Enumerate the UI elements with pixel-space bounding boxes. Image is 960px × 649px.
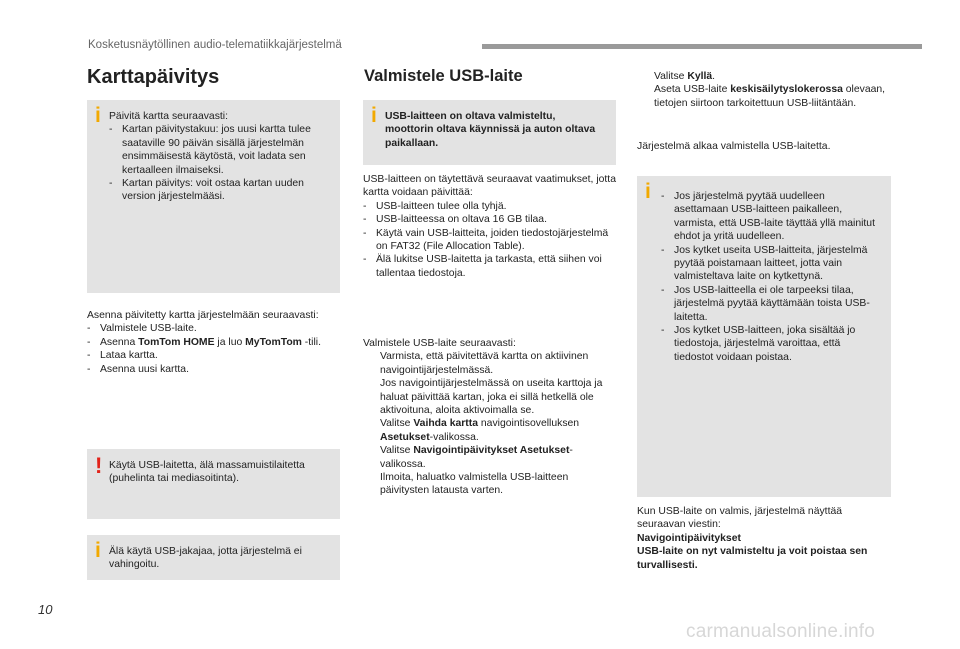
- list-item: - Jos USB-laitteella ei ole tarpeeksi tilaa, järjestelmä pyytää käyttämään toista USB-laitetta.: [661, 284, 870, 323]
- list-item: - Asenna uusi kartta.: [87, 363, 189, 375]
- list-item: - Jos kytket useita USB-laitteita, järjestelmä pyytää poistamaan laitteet, jotta vain valmisteltava laite on kytkettynä.: [661, 244, 868, 283]
- usb-insert-steps: [637, 70, 891, 110]
- ready-message: Kun USB-laite on valmis, järjestelmä näyttää seuraavan viestin: Navigointipäivitykset USB-laite on nyt valmisteltu ja voit poistaa sen turvallisesti.: [637, 506, 868, 571]
- warning-note-usb: ! Käytä USB-laitetta, älä massamuistilaitetta (puhelinta tai mediasoitinta).: [87, 449, 340, 519]
- preparing-text: Järjestelmä alkaa valmistella USB-laitetta.: [637, 141, 831, 152]
- list-item: - Kartan päivitystakuu: jos uusi kartta tulee saataville 90 päivän sisällä järjestelmän ensimmäisestä käytöstä, voit ladata sen kertaalleen ilmaiseksi.: [109, 124, 311, 176]
- list-item: Aseta USB-laite keskisäilytyslokerossa olevaan, tietojen siirtoon tarkoitettuun USB-liitäntään.: [654, 84, 886, 109]
- list-item: - Valmistele USB-laite.: [87, 323, 197, 335]
- list-item: - Käytä vain USB-laitteita, joiden tiedostojärjestelmä on FAT32 (File Allocation Table).: [363, 227, 609, 253]
- list-item: - Jos kytket USB-laitteen, joka sisältää jo tiedostoja, järjestelmä varoittaa, että tiedostot voidaan poistaa.: [661, 325, 856, 363]
- list-item: - Lataa kartta.: [87, 350, 158, 362]
- list-item: - Asenna TomTom HOME ja luo MyTomTom -tili.: [87, 336, 321, 348]
- info-icon: i: [95, 539, 101, 562]
- list-item: - USB-laitteessa on oltava 16 GB tilaa.: [363, 214, 547, 226]
- info-icon: i: [645, 180, 651, 203]
- list-item: - Kartan päivitys: voit ostaa kartan uuden version järjestelmääsi.: [109, 178, 304, 203]
- install-instructions: Asenna päivitetty kartta järjestelmään seuraavasti: - Valmistele USB-laite. - Asenna TomTom HOME ja luo MyTomTom -tili. - Lataa kartta. - Asenna uusi kartta.: [87, 309, 340, 376]
- header-divider: [482, 44, 922, 49]
- section-title-map-update: Karttapäivitys: [87, 66, 220, 88]
- usb-requirements: USB-laitteen on täytettävä seuraavat vaatimukset, jotta kartta voidaan päivittää: - USB-laitteen tulee olla tyhjä. - USB-laitteessa on oltava 16 GB tilaa. - Käytä vain USB-laitteita, joiden tiedostojärjestelmä on FAT32 (File Allocation Table). - Älä lukitse USB-laitetta ja tarkasta, että siihen voi tallentaa tiedostoja.: [363, 174, 616, 279]
- info-note-usb-preparation: i USB-laitteen on oltava valmisteltu, moottorin oltava käynnissä ja auton oltava paikallaan.: [363, 100, 616, 165]
- page-number: 10: [38, 602, 53, 617]
- list-item: - USB-laitteen tulee olla tyhjä.: [363, 200, 507, 212]
- section-title-prepare-usb: Valmistele USB-laite: [364, 67, 523, 85]
- info-note-usb-hub: i Älä käytä USB-jakajaa, jotta järjestelmä ei vahingoitu.: [87, 535, 340, 580]
- list-item: Valitse Kyllä.: [654, 71, 716, 82]
- list-item: Ilmoita, haluatko valmistella USB-laitteen päivitysten latausta varten.: [380, 472, 569, 497]
- info-note-troubleshooting: [637, 176, 891, 497]
- running-header: Kosketusnäytöllinen audio-telematiikkajärjestelmä: [88, 39, 342, 51]
- list-item: Valitse Vaihda kartta navigointisovelluksen Asetukset-valikossa.: [380, 418, 580, 443]
- list-item: Valitse Navigointipäivitykset Asetukset-valikossa.: [380, 445, 573, 470]
- list-item: - Älä lukitse USB-laitetta ja tarkasta, että siihen voi tallentaa tiedostoja.: [363, 254, 602, 279]
- note-intro: Päivitä kartta seuraavasti:: [109, 111, 228, 122]
- list-item: - Jos järjestelmä pyytää uudelleen asettamaan USB-laitteen paikalleen, varmista, että USB-laite täyttää yllä mainitut ehdot ja yritä uudelleen.: [661, 191, 875, 243]
- list-item: Varmista, että päivitettävä kartta on aktiivinen navigointijärjestelmässä. Jos navigointijärjestelmässä on useita karttoja ja haluat päivittää kartan, joka ei sillä hetkellä ole aktivoituna, aloita aktivoimalla se.: [380, 351, 603, 417]
- info-icon: i: [95, 104, 101, 127]
- watermark: carmanualsonline.info: [686, 621, 876, 642]
- info-note-update-options: [87, 100, 340, 293]
- warning-icon: !: [95, 453, 103, 478]
- usb-preparation-steps: Valmistele USB-laite seuraavasti: Varmista, että päivitettävä kartta on aktiivinen navigointijärjestelmässä. Jos navigointijärjestelmässä on useita karttoja ja haluat päivittää kartan, joka ei sillä hetkellä ole aktivoituna, aloita aktivoimalla se. Valitse Vaihda kartta navigointisovelluksen Asetukset-valikossa. Valitse Navigointipäivitykset Asetukset-valikossa. Ilmoita, haluatko valmistella USB-laitteen päivitysten latausta varten.: [363, 337, 617, 498]
- info-icon: i: [371, 104, 377, 127]
